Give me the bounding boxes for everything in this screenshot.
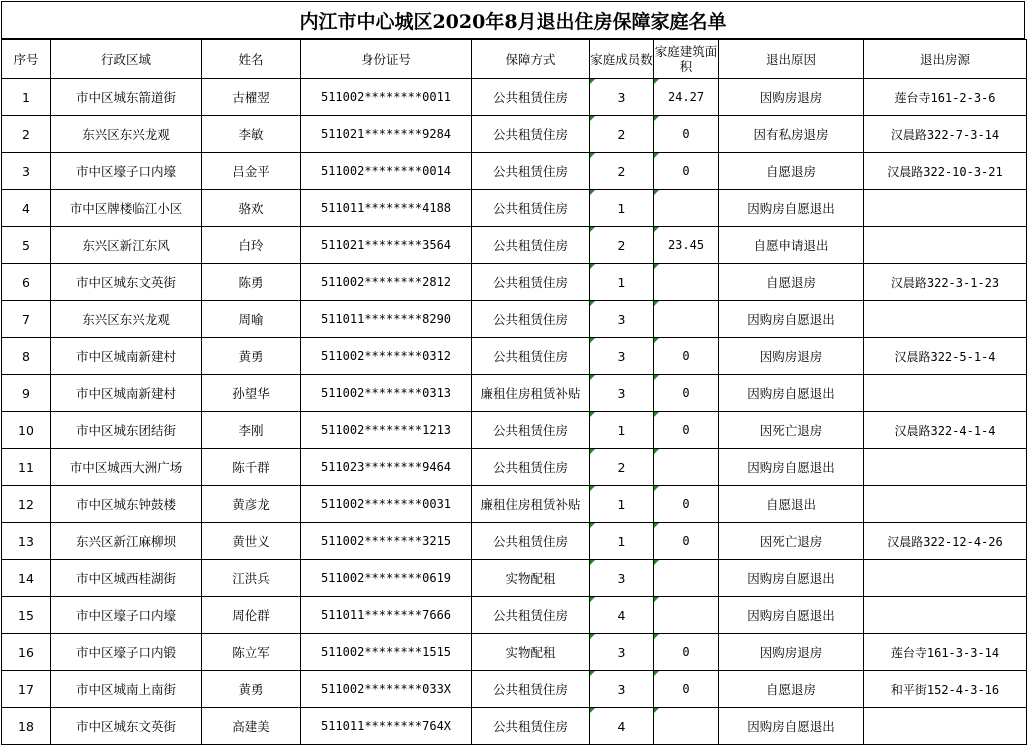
cell-exit-housing[interactable] bbox=[864, 560, 1027, 597]
cell-id-number[interactable]: 511002********0031 bbox=[301, 486, 472, 523]
cell-index[interactable]: 9 bbox=[2, 375, 51, 412]
cell-family-members[interactable]: 2 bbox=[590, 116, 654, 153]
cell-exit-housing[interactable]: 汉晨路322-10-3-21 bbox=[864, 153, 1027, 190]
cell-security-type[interactable]: 廉租住房租赁补贴 bbox=[472, 486, 590, 523]
cell-floor-area[interactable] bbox=[654, 597, 719, 634]
cell-id-number[interactable]: 511011********7666 bbox=[301, 597, 472, 634]
cell-exit-housing[interactable] bbox=[864, 227, 1027, 264]
table-row bbox=[2, 301, 1027, 338]
cell-name[interactable]: 古櫂翌 bbox=[202, 79, 301, 116]
cell-security-type[interactable]: 实物配租 bbox=[472, 634, 590, 671]
col-header-floor-area[interactable]: 家庭建筑面积 bbox=[654, 40, 719, 79]
cell-name[interactable]: 白玲 bbox=[202, 227, 301, 264]
cell-index[interactable]: 15 bbox=[2, 597, 51, 634]
cell-name[interactable]: 吕金平 bbox=[202, 153, 301, 190]
cell-exit-housing[interactable]: 汉晨路322-12-4-26 bbox=[864, 523, 1027, 560]
cell-name[interactable]: 骆欢 bbox=[202, 190, 301, 227]
cell-index[interactable]: 6 bbox=[2, 264, 51, 301]
cell-district[interactable]: 东兴区新江东风 bbox=[51, 227, 202, 264]
cell-floor-area[interactable] bbox=[654, 264, 719, 301]
cell-security-type[interactable]: 公共租赁住房 bbox=[472, 301, 590, 338]
withdrawal-table bbox=[1, 39, 1027, 745]
cell-id-number[interactable]: 511002********0011 bbox=[301, 79, 472, 116]
table-row bbox=[2, 375, 1027, 412]
cell-security-type[interactable]: 公共租赁住房 bbox=[472, 597, 590, 634]
cell-index[interactable]: 17 bbox=[2, 671, 51, 708]
cell-id-number[interactable]: 511011********4188 bbox=[301, 190, 472, 227]
cell-index[interactable]: 13 bbox=[2, 523, 51, 560]
col-header-id-number[interactable]: 身份证号 bbox=[301, 40, 472, 79]
cell-name[interactable]: 江洪兵 bbox=[202, 560, 301, 597]
cell-index[interactable]: 7 bbox=[2, 301, 51, 338]
cell-family-members[interactable]: 4 bbox=[590, 597, 654, 634]
cell-district[interactable]: 东兴区东兴龙观 bbox=[51, 301, 202, 338]
cell-id-number[interactable]: 511002********0312 bbox=[301, 338, 472, 375]
col-header-district[interactable]: 行政区域 bbox=[51, 40, 202, 79]
sheet-title: 内江市中心城区2020年8月退出住房保障家庭名单 bbox=[1, 1, 1025, 39]
cell-exit-reason[interactable]: 自愿退房 bbox=[719, 153, 864, 190]
cell-exit-housing[interactable]: 莲台寺161-3-3-14 bbox=[864, 634, 1027, 671]
cell-security-type[interactable]: 公共租赁住房 bbox=[472, 153, 590, 190]
cell-exit-housing[interactable] bbox=[864, 190, 1027, 227]
cell-id-number[interactable]: 511002********033X bbox=[301, 671, 472, 708]
cell-family-members[interactable]: 1 bbox=[590, 486, 654, 523]
cell-district[interactable]: 市中区城东团结街 bbox=[51, 412, 202, 449]
cell-name[interactable]: 黄勇 bbox=[202, 671, 301, 708]
cell-exit-reason[interactable]: 因购房自愿退出 bbox=[719, 708, 864, 745]
table-row bbox=[2, 338, 1027, 375]
cell-district[interactable]: 市中区城东文英街 bbox=[51, 708, 202, 745]
cell-family-members[interactable]: 1 bbox=[590, 190, 654, 227]
cell-exit-housing[interactable] bbox=[864, 375, 1027, 412]
cell-exit-reason[interactable]: 自愿退房 bbox=[719, 264, 864, 301]
table-row bbox=[2, 634, 1027, 671]
cell-id-number[interactable]: 511002********1213 bbox=[301, 412, 472, 449]
cell-floor-area[interactable]: 23.45 bbox=[654, 227, 719, 264]
cell-index[interactable]: 4 bbox=[2, 190, 51, 227]
cell-exit-reason[interactable]: 因购房自愿退出 bbox=[719, 597, 864, 634]
cell-exit-reason[interactable]: 因购房自愿退出 bbox=[719, 301, 864, 338]
cell-index[interactable]: 2 bbox=[2, 116, 51, 153]
cell-floor-area[interactable] bbox=[654, 449, 719, 486]
cell-security-type[interactable]: 公共租赁住房 bbox=[472, 412, 590, 449]
cell-floor-area[interactable] bbox=[654, 708, 719, 745]
cell-exit-housing[interactable] bbox=[864, 597, 1027, 634]
col-header-family-members[interactable]: 家庭成员数 bbox=[590, 40, 654, 79]
cell-district[interactable]: 市中区城南新建村 bbox=[51, 375, 202, 412]
cell-index[interactable]: 11 bbox=[2, 449, 51, 486]
cell-id-number[interactable]: 511002********3215 bbox=[301, 523, 472, 560]
cell-exit-housing[interactable]: 汉晨路322-7-3-14 bbox=[864, 116, 1027, 153]
cell-district[interactable]: 东兴区新江麻柳坝 bbox=[51, 523, 202, 560]
table-row bbox=[2, 560, 1027, 597]
cell-id-number[interactable]: 511021********3564 bbox=[301, 227, 472, 264]
table-row bbox=[2, 79, 1027, 116]
cell-name[interactable]: 李敏 bbox=[202, 116, 301, 153]
cell-security-type[interactable]: 公共租赁住房 bbox=[472, 708, 590, 745]
cell-id-number[interactable]: 511011********764X bbox=[301, 708, 472, 745]
cell-district[interactable]: 市中区城东钟鼓楼 bbox=[51, 486, 202, 523]
cell-exit-reason[interactable]: 因购房自愿退出 bbox=[719, 375, 864, 412]
header-row bbox=[2, 40, 1027, 79]
cell-id-number[interactable]: 511023********9464 bbox=[301, 449, 472, 486]
cell-exit-reason[interactable]: 因有私房退房 bbox=[719, 116, 864, 153]
table-row bbox=[2, 153, 1027, 190]
cell-exit-housing[interactable] bbox=[864, 301, 1027, 338]
cell-exit-reason[interactable]: 因购房自愿退出 bbox=[719, 560, 864, 597]
cell-name[interactable]: 周喻 bbox=[202, 301, 301, 338]
col-header-name[interactable]: 姓名 bbox=[202, 40, 301, 79]
cell-exit-housing[interactable]: 莲台寺161-2-3-6 bbox=[864, 79, 1027, 116]
cell-name[interactable]: 黄勇 bbox=[202, 338, 301, 375]
cell-id-number[interactable]: 511002********0014 bbox=[301, 153, 472, 190]
cell-id-number[interactable]: 511011********8290 bbox=[301, 301, 472, 338]
cell-name[interactable]: 李刚 bbox=[202, 412, 301, 449]
cell-id-number[interactable]: 511002********1515 bbox=[301, 634, 472, 671]
cell-floor-area[interactable] bbox=[654, 560, 719, 597]
cell-district[interactable]: 市中区牌楼临江小区 bbox=[51, 190, 202, 227]
cell-family-members[interactable]: 3 bbox=[590, 634, 654, 671]
cell-family-members[interactable]: 4 bbox=[590, 708, 654, 745]
cell-exit-reason[interactable]: 自愿退出 bbox=[719, 486, 864, 523]
cell-district[interactable]: 市中区城东箭道街 bbox=[51, 79, 202, 116]
cell-family-members[interactable]: 3 bbox=[590, 671, 654, 708]
cell-security-type[interactable]: 公共租赁住房 bbox=[472, 523, 590, 560]
cell-index[interactable]: 12 bbox=[2, 486, 51, 523]
cell-floor-area[interactable]: 0 bbox=[654, 116, 719, 153]
cell-security-type[interactable]: 公共租赁住房 bbox=[472, 116, 590, 153]
cell-floor-area[interactable]: 0 bbox=[654, 153, 719, 190]
table-row bbox=[2, 486, 1027, 523]
cell-name[interactable]: 黄彦龙 bbox=[202, 486, 301, 523]
cell-security-type[interactable]: 公共租赁住房 bbox=[472, 671, 590, 708]
cell-district[interactable]: 市中区城东文英街 bbox=[51, 264, 202, 301]
table-row bbox=[2, 190, 1027, 227]
cell-security-type[interactable]: 公共租赁住房 bbox=[472, 79, 590, 116]
cell-family-members[interactable]: 3 bbox=[590, 338, 654, 375]
cell-index[interactable]: 8 bbox=[2, 338, 51, 375]
table-row bbox=[2, 708, 1027, 745]
table-row bbox=[2, 671, 1027, 708]
cell-district[interactable]: 市中区壕子口内壕 bbox=[51, 597, 202, 634]
cell-name[interactable]: 周伦群 bbox=[202, 597, 301, 634]
cell-index[interactable]: 1 bbox=[2, 79, 51, 116]
col-header-exit-reason[interactable]: 退出原因 bbox=[719, 40, 864, 79]
cell-exit-reason[interactable]: 因死亡退房 bbox=[719, 523, 864, 560]
cell-security-type[interactable]: 公共租赁住房 bbox=[472, 338, 590, 375]
cell-floor-area[interactable]: 0 bbox=[654, 523, 719, 560]
cell-name[interactable]: 陈千群 bbox=[202, 449, 301, 486]
cell-name[interactable]: 陈立军 bbox=[202, 634, 301, 671]
table-row bbox=[2, 523, 1027, 560]
cell-district[interactable]: 市中区城西桂湖街 bbox=[51, 560, 202, 597]
cell-id-number[interactable]: 511002********2812 bbox=[301, 264, 472, 301]
cell-exit-reason[interactable]: 自愿退房 bbox=[719, 671, 864, 708]
cell-district[interactable]: 市中区城西大洲广场 bbox=[51, 449, 202, 486]
cell-exit-reason[interactable]: 自愿申请退出 bbox=[719, 227, 864, 264]
cell-id-number[interactable]: 511021********9284 bbox=[301, 116, 472, 153]
cell-security-type[interactable]: 公共租赁住房 bbox=[472, 264, 590, 301]
cell-family-members[interactable]: 2 bbox=[590, 227, 654, 264]
cell-security-type[interactable]: 廉租住房租赁补贴 bbox=[472, 375, 590, 412]
cell-exit-housing[interactable] bbox=[864, 486, 1027, 523]
cell-floor-area[interactable]: 0 bbox=[654, 486, 719, 523]
cell-index[interactable]: 18 bbox=[2, 708, 51, 745]
cell-exit-housing[interactable] bbox=[864, 708, 1027, 745]
cell-district[interactable]: 市中区城南新建村 bbox=[51, 338, 202, 375]
cell-security-type[interactable]: 实物配租 bbox=[472, 560, 590, 597]
cell-name[interactable]: 孙望华 bbox=[202, 375, 301, 412]
cell-index[interactable]: 14 bbox=[2, 560, 51, 597]
cell-district[interactable]: 东兴区东兴龙观 bbox=[51, 116, 202, 153]
cell-exit-reason[interactable]: 因购房自愿退出 bbox=[719, 190, 864, 227]
cell-floor-area[interactable] bbox=[654, 301, 719, 338]
cell-name[interactable]: 高建美 bbox=[202, 708, 301, 745]
cell-floor-area[interactable]: 0 bbox=[654, 412, 719, 449]
col-header-index[interactable]: 序号 bbox=[2, 40, 51, 79]
cell-exit-housing[interactable]: 汉晨路322-3-1-23 bbox=[864, 264, 1027, 301]
cell-floor-area[interactable]: 0 bbox=[654, 375, 719, 412]
cell-family-members[interactable]: 2 bbox=[590, 153, 654, 190]
cell-family-members[interactable]: 2 bbox=[590, 449, 654, 486]
cell-exit-reason[interactable]: 因购房自愿退出 bbox=[719, 449, 864, 486]
cell-district[interactable]: 市中区壕子口内锻 bbox=[51, 634, 202, 671]
cell-exit-housing[interactable] bbox=[864, 449, 1027, 486]
cell-floor-area[interactable] bbox=[654, 190, 719, 227]
cell-floor-area[interactable]: 0 bbox=[654, 338, 719, 375]
cell-exit-housing[interactable]: 汉晨路322-5-1-4 bbox=[864, 338, 1027, 375]
cell-family-members[interactable]: 1 bbox=[590, 264, 654, 301]
table-row bbox=[2, 264, 1027, 301]
cell-exit-housing[interactable]: 汉晨路322-4-1-4 bbox=[864, 412, 1027, 449]
table-row bbox=[2, 597, 1027, 634]
cell-index[interactable]: 3 bbox=[2, 153, 51, 190]
table-row bbox=[2, 412, 1027, 449]
cell-index[interactable]: 10 bbox=[2, 412, 51, 449]
table-row bbox=[2, 116, 1027, 153]
cell-index[interactable]: 16 bbox=[2, 634, 51, 671]
cell-exit-reason[interactable]: 因购房退房 bbox=[719, 634, 864, 671]
cell-security-type[interactable]: 公共租赁住房 bbox=[472, 449, 590, 486]
cell-name[interactable]: 黄世义 bbox=[202, 523, 301, 560]
cell-family-members[interactable]: 3 bbox=[590, 560, 654, 597]
cell-id-number[interactable]: 511002********0619 bbox=[301, 560, 472, 597]
cell-family-members[interactable]: 1 bbox=[590, 412, 654, 449]
cell-floor-area[interactable]: 24.27 bbox=[654, 79, 719, 116]
col-header-security-type[interactable]: 保障方式 bbox=[472, 40, 590, 79]
cell-family-members[interactable]: 3 bbox=[590, 301, 654, 338]
cell-family-members[interactable]: 1 bbox=[590, 523, 654, 560]
cell-index[interactable]: 5 bbox=[2, 227, 51, 264]
cell-security-type[interactable]: 公共租赁住房 bbox=[472, 227, 590, 264]
cell-district[interactable]: 市中区壕子口内壕 bbox=[51, 153, 202, 190]
cell-floor-area[interactable]: 0 bbox=[654, 634, 719, 671]
cell-family-members[interactable]: 3 bbox=[590, 79, 654, 116]
cell-floor-area[interactable]: 0 bbox=[654, 671, 719, 708]
table-row bbox=[2, 449, 1027, 486]
cell-id-number[interactable]: 511002********0313 bbox=[301, 375, 472, 412]
cell-family-members[interactable]: 3 bbox=[590, 375, 654, 412]
cell-district[interactable]: 市中区城南上南街 bbox=[51, 671, 202, 708]
cell-exit-reason[interactable]: 因购房退房 bbox=[719, 79, 864, 116]
table-row bbox=[2, 227, 1027, 264]
cell-security-type[interactable]: 公共租赁住房 bbox=[472, 190, 590, 227]
cell-exit-reason[interactable]: 因购房退房 bbox=[719, 338, 864, 375]
cell-name[interactable]: 陈勇 bbox=[202, 264, 301, 301]
col-header-exit-housing[interactable]: 退出房源 bbox=[864, 40, 1027, 79]
cell-exit-reason[interactable]: 因死亡退房 bbox=[719, 412, 864, 449]
cell-exit-housing[interactable]: 和平街152-4-3-16 bbox=[864, 671, 1027, 708]
